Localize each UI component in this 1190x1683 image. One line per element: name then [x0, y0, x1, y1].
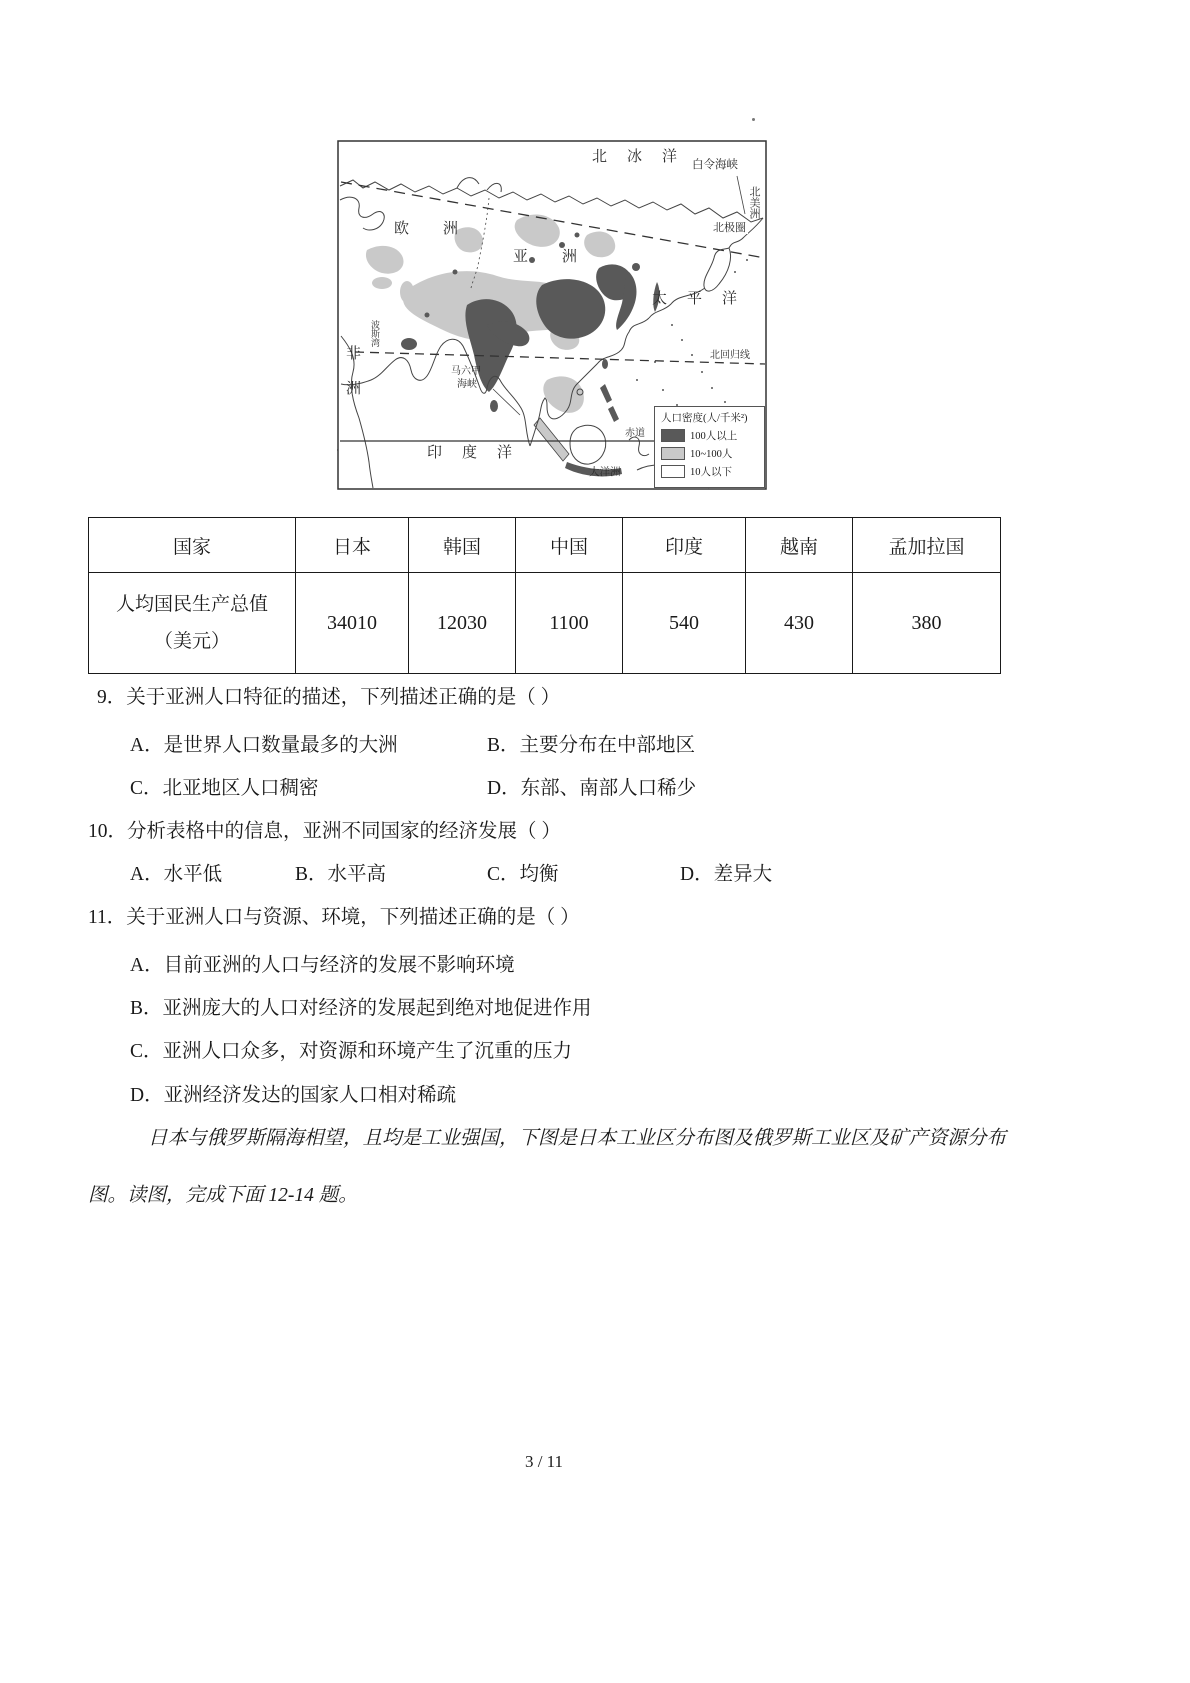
option-label: B．: [487, 735, 520, 756]
map-label-asia: 亚洲: [513, 249, 612, 265]
option-text: 是世界人口数量最多的大洲: [163, 735, 398, 756]
row-label-line1: 人均国民生产总值: [115, 594, 268, 615]
question-9-option-a: [130, 734, 398, 758]
legend-label: 10人以下: [690, 467, 732, 478]
table-header-cell: 国家: [89, 518, 296, 573]
table-cell: 540: [623, 573, 746, 674]
table-header-row: [89, 518, 1001, 573]
passage-line-1: 日本与俄罗斯隔海相望，且均是工业强国，下图是日本工业区分布图及俄罗斯工业区及矿产资源分布: [148, 1128, 1007, 1149]
option-label: C．: [130, 1041, 163, 1062]
question-10-option-d: [680, 863, 772, 887]
gnp-table: [88, 517, 1001, 674]
table-header-cell: 越南: [746, 518, 853, 573]
option-label: C．: [487, 864, 520, 885]
stray-dot: [752, 118, 755, 121]
option-label: A．: [130, 955, 164, 976]
option-text: 水平低: [163, 864, 223, 885]
legend-title: 人口密度(人/千米²): [661, 413, 748, 424]
table-header-cell: 韩国: [409, 518, 516, 573]
question-11-option-d: [130, 1084, 456, 1108]
map-label-indian-ocean: 印度洋: [427, 445, 533, 461]
question-number: 11．: [88, 907, 127, 928]
map-label-europe: 欧洲: [394, 221, 493, 237]
option-text: 东部、南部人口稀少: [520, 778, 697, 799]
table-data-row: [89, 573, 1001, 674]
map-label-malacca-line1: 马六甲: [451, 366, 481, 377]
map-label-tropic-of-cancer: 北回归线: [710, 350, 750, 361]
option-text: 亚洲经济发达的国家人口相对稀疏: [163, 1085, 457, 1106]
map-label-oceania: 大洋洲: [589, 467, 621, 478]
option-label: D．: [130, 1085, 164, 1106]
question-9-option-b: [487, 734, 695, 758]
option-text: 均衡: [519, 864, 559, 885]
option-label: C．: [130, 778, 163, 799]
option-label: B．: [130, 998, 163, 1019]
option-text: 目前亚洲的人口与经济的发展不影响环境: [163, 955, 515, 976]
legend-row: [661, 464, 764, 479]
map-label-pacific-ocean: 太平洋: [652, 291, 758, 307]
legend-label: 100人以上: [690, 431, 738, 442]
map-label-arctic-circle: 北极圈: [713, 222, 746, 234]
option-label: A．: [130, 864, 164, 885]
legend-swatch-light: [661, 447, 685, 460]
legend-row: [661, 446, 764, 461]
table-cell: 430: [746, 573, 853, 674]
question-text: 分析表格中的信息，亚洲不同国家的经济发展（ ）: [127, 821, 561, 842]
question-number: 10．: [88, 821, 128, 842]
table-row-label: [89, 573, 296, 674]
question-number: 9．: [97, 687, 127, 708]
option-text: 北亚地区人口稠密: [162, 778, 319, 799]
page-number: 3 / 11: [524, 1452, 564, 1471]
table-cell: 1100: [516, 573, 623, 674]
option-text: 水平高: [327, 864, 387, 885]
legend-swatch-dark: [661, 429, 685, 442]
table-header-cell: 中国: [516, 518, 623, 573]
question-10-stem: [88, 820, 561, 844]
question-10-option-a: [130, 863, 222, 887]
table-header-cell: 孟加拉国: [853, 518, 1001, 573]
option-text: 差异大: [713, 864, 773, 885]
question-9-stem: [97, 686, 560, 710]
option-label: D．: [680, 864, 714, 885]
option-label: B．: [295, 864, 328, 885]
map-label-malacca-line2: 海峡: [457, 379, 477, 390]
asia-population-density-map: [337, 140, 767, 490]
option-text: 亚洲人口众多，对资源和环境产生了沉重的压力: [162, 1041, 573, 1062]
question-10-option-b: [295, 863, 386, 887]
question-11-option-a: [130, 954, 515, 978]
legend-row: [661, 428, 764, 443]
table-header-cell: 印度: [623, 518, 746, 573]
passage-line-2: 图。读图，完成下面 12-14 题。: [88, 1185, 358, 1206]
map-legend: [654, 406, 765, 488]
question-text: 关于亚洲人口特征的描述，下列描述正确的是（ ）: [126, 687, 561, 708]
option-label: D．: [487, 778, 521, 799]
question-11-option-b: [130, 997, 592, 1021]
table-cell: 380: [853, 573, 1001, 674]
question-11-stem: [88, 906, 580, 930]
map-label-persian-gulf: 波斯湾: [370, 320, 380, 347]
table-header-cell: 日本: [296, 518, 409, 573]
question-10-option-c: [487, 863, 559, 887]
question-9-option-d: [487, 777, 696, 801]
legend-swatch-white: [661, 465, 685, 478]
question-9-option-c: [130, 777, 319, 801]
map-label-north-america: 北美洲: [748, 186, 760, 219]
question-11-option-c: [130, 1040, 572, 1064]
option-text: 主要分布在中部地区: [519, 735, 696, 756]
option-text: 亚洲庞大的人口对经济的发展起到绝对地促进作用: [162, 998, 592, 1019]
map-label-bering-strait: 白令海峡: [692, 159, 738, 171]
table-cell: 34010: [296, 573, 409, 674]
table-cell: 12030: [409, 573, 516, 674]
question-text: 关于亚洲人口与资源、环境，下列描述正确的是（ ）: [126, 907, 580, 928]
map-label-equator: 赤道: [625, 428, 645, 439]
map-label-arctic-ocean: 北冰洋: [592, 149, 698, 165]
option-label: A．: [130, 735, 164, 756]
legend-label: 10~100人: [690, 449, 733, 460]
map-label-africa: 非洲: [344, 345, 360, 415]
row-label-line2: （美元）: [153, 631, 230, 652]
